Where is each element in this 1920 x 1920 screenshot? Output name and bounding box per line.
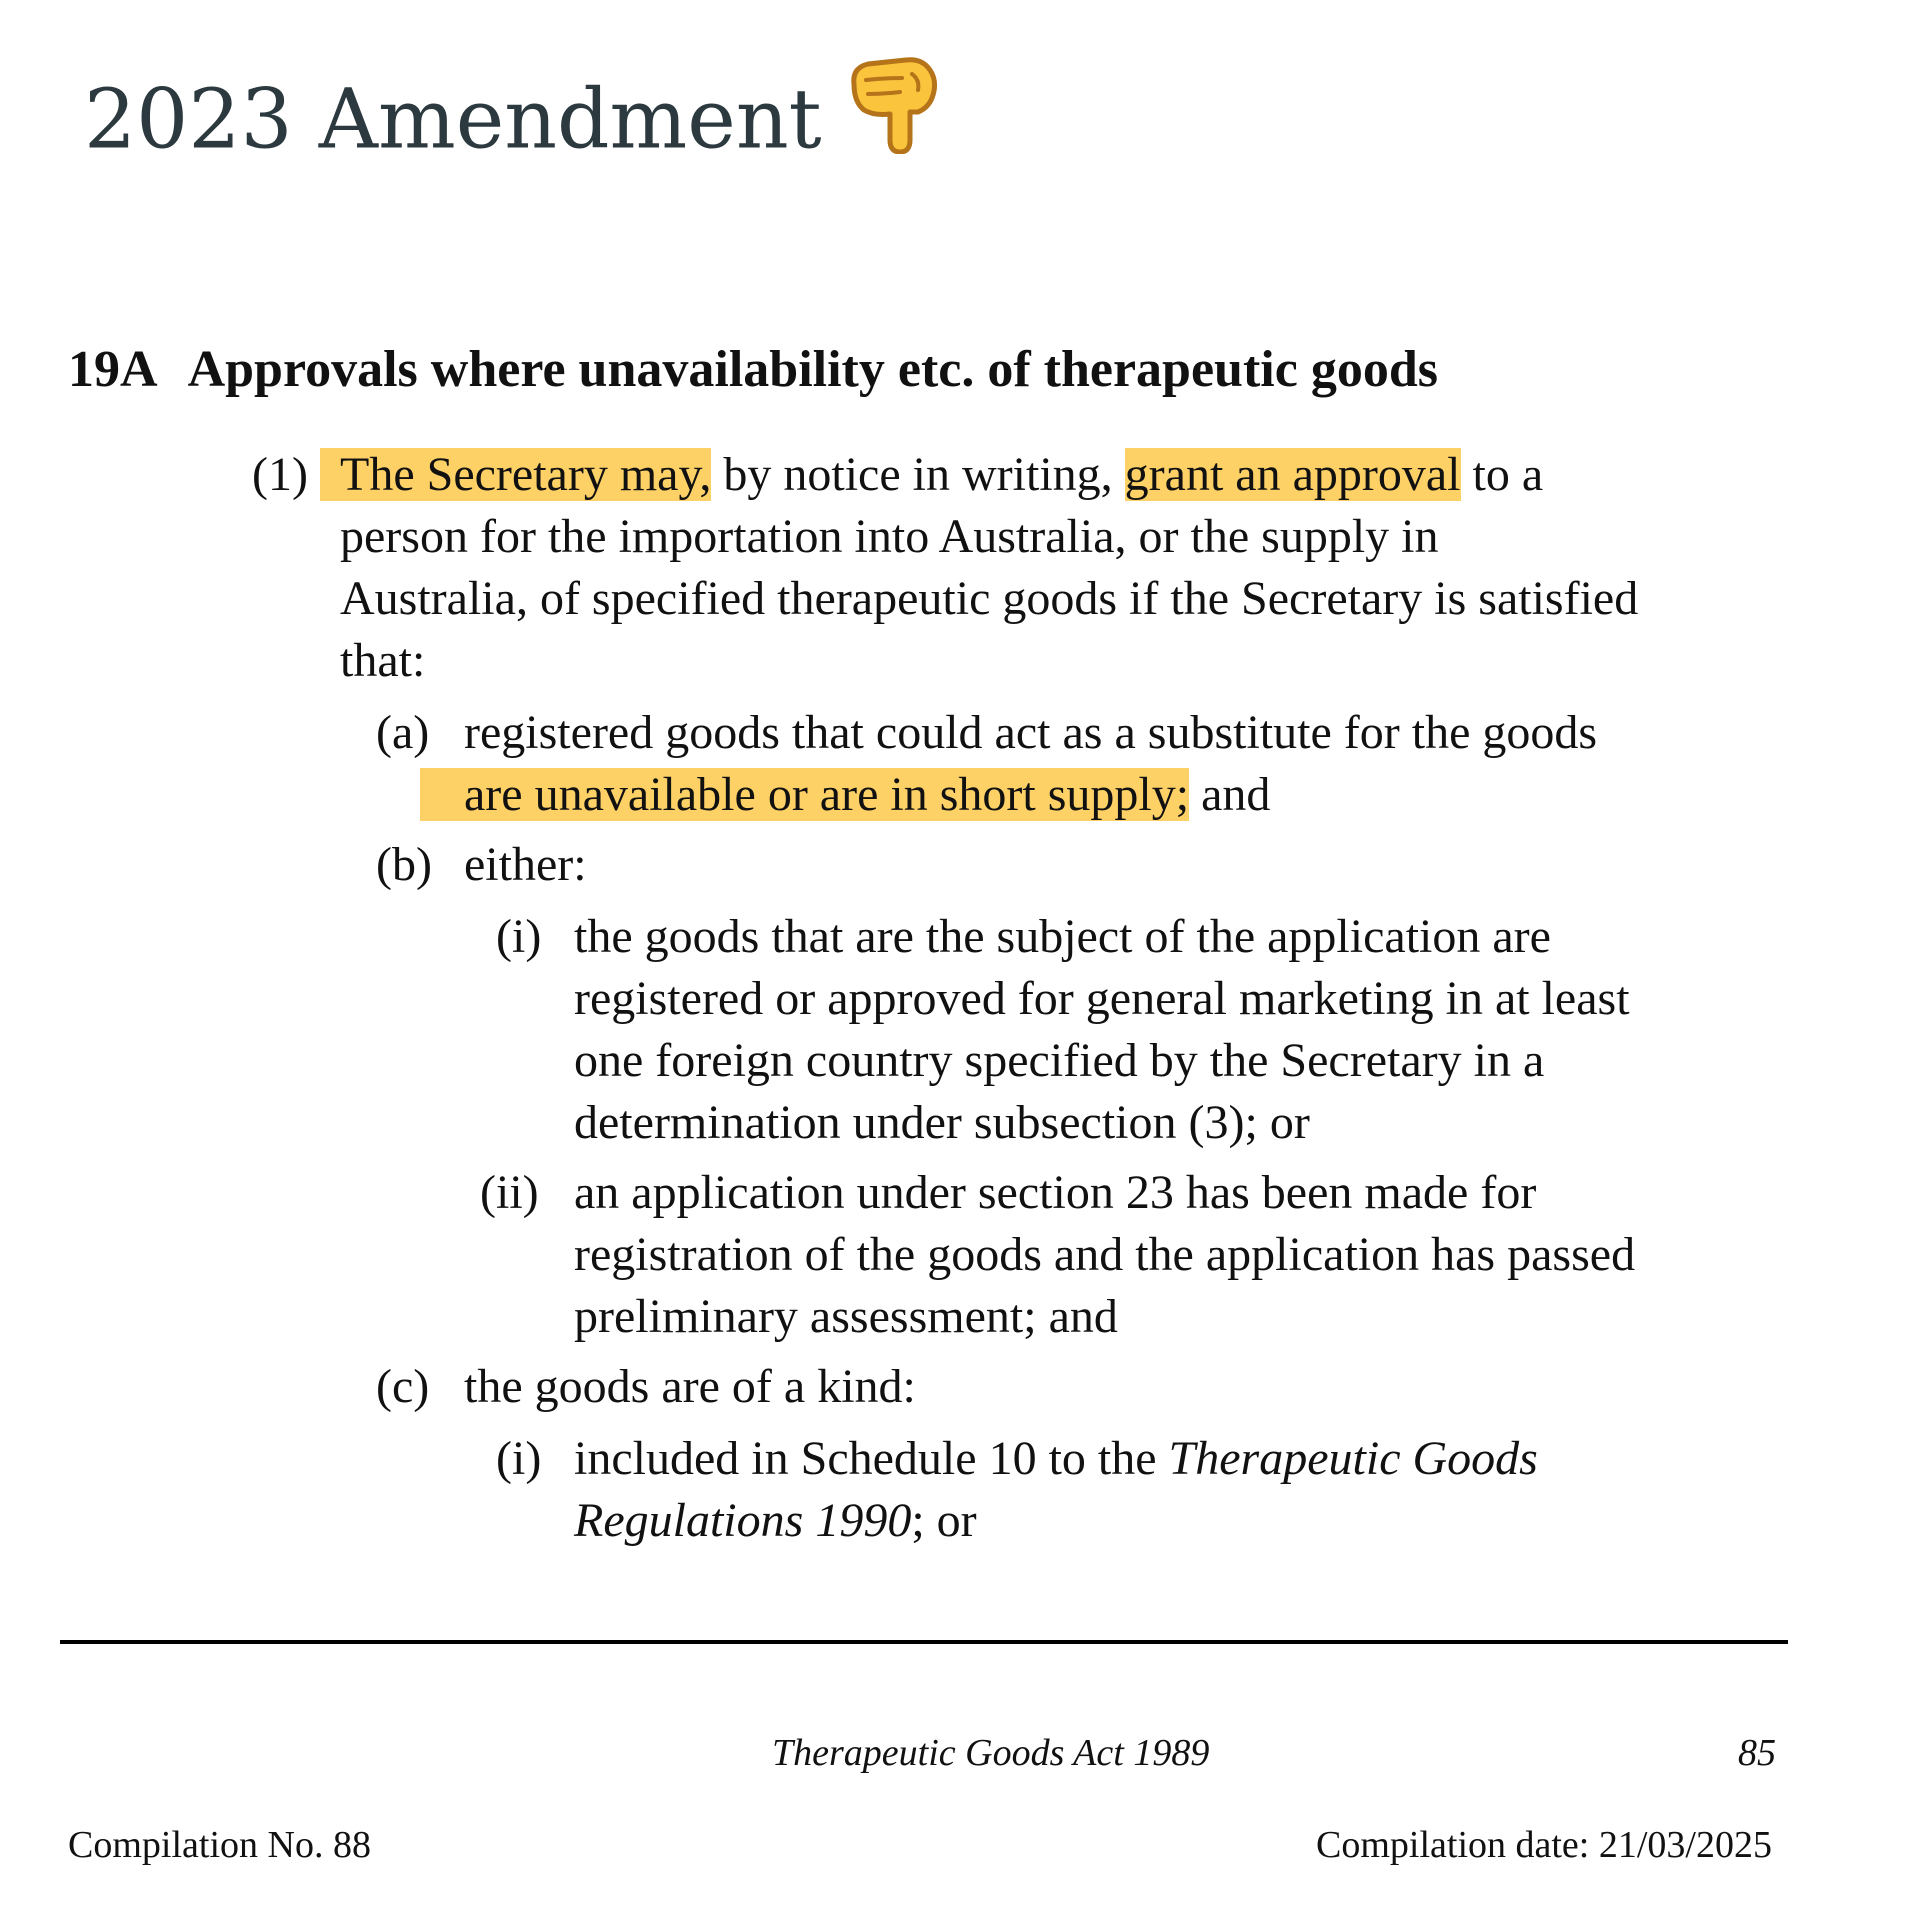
pointing-down-hand-icon xyxy=(844,54,940,182)
text-span: to a xyxy=(1460,448,1544,501)
subsection-line: that: xyxy=(340,634,426,687)
subsection-line: person for the importation into Australia, or the supply in xyxy=(340,510,1439,563)
subparagraph-line: preliminary assessment; and xyxy=(574,1290,1118,1343)
subparagraph-line: determination under subsection (3); or xyxy=(574,1096,1310,1149)
compilation-number: Compilation No. 88 xyxy=(68,1824,371,1866)
footer-act-title: Therapeutic Goods Act 1989 xyxy=(772,1732,1210,1774)
section-heading xyxy=(68,335,1438,405)
text-span: and xyxy=(1189,768,1271,821)
paragraph-c-label: (c) xyxy=(376,1360,430,1413)
paragraph-b-label: (b) xyxy=(376,838,432,891)
compilation-date: Compilation date: 21/03/2025 xyxy=(1316,1824,1772,1866)
subparagraph-line: one foreign country specified by the Secretary in a xyxy=(574,1034,1545,1087)
subparagraph-b-ii-label: (ii) xyxy=(480,1166,539,1219)
paragraph-line xyxy=(464,764,1270,826)
highlight-short-supply: are unavailable or are in short supply; xyxy=(420,768,1189,821)
subparagraph-line: registration of the goods and the application has passed xyxy=(574,1228,1636,1281)
text-span: included in Schedule 10 to the xyxy=(574,1432,1169,1485)
section-number: 19A xyxy=(68,341,158,398)
subparagraph-c-i-label: (i) xyxy=(496,1432,542,1485)
regulations-title-part: Regulations 1990 xyxy=(574,1494,912,1547)
text-span: ; or xyxy=(911,1494,977,1547)
subparagraph-line xyxy=(574,1428,1538,1490)
subsection-line xyxy=(340,444,1543,506)
paragraph-a-label: (a) xyxy=(376,706,430,759)
slide-title-text: 2023 Amendment xyxy=(84,72,822,168)
subparagraph-line xyxy=(574,1490,977,1552)
footer-divider xyxy=(60,1640,1788,1644)
text-span: by notice in writing, xyxy=(711,448,1125,501)
subparagraph-line: registered or approved for general marketing in at least xyxy=(574,972,1630,1025)
subparagraph-line: the goods that are the subject of the application are xyxy=(574,910,1551,963)
paragraph-line: registered goods that could act as a substitute for the goods xyxy=(464,706,1598,759)
subparagraph-b-i-label: (i) xyxy=(496,910,542,963)
subsection-line: Australia, of specified therapeutic goods if the Secretary is satisfied xyxy=(340,572,1639,625)
subsection-label: (1) xyxy=(252,448,308,501)
section-title: Approvals where unavailability etc. of therapeutic goods xyxy=(187,341,1438,398)
subparagraph-line: an application under section 23 has been made for xyxy=(574,1166,1537,1219)
slide-title xyxy=(84,62,940,190)
highlight-grant-approval: grant an approval xyxy=(1124,448,1461,501)
regulations-title-part: Therapeutic Goods xyxy=(1168,1432,1538,1485)
highlight-secretary-may: The Secretary may, xyxy=(320,448,711,501)
paragraph-line: the goods are of a kind: xyxy=(464,1360,916,1413)
page-number: 85 xyxy=(1738,1732,1776,1774)
paragraph-line: either: xyxy=(464,838,587,891)
